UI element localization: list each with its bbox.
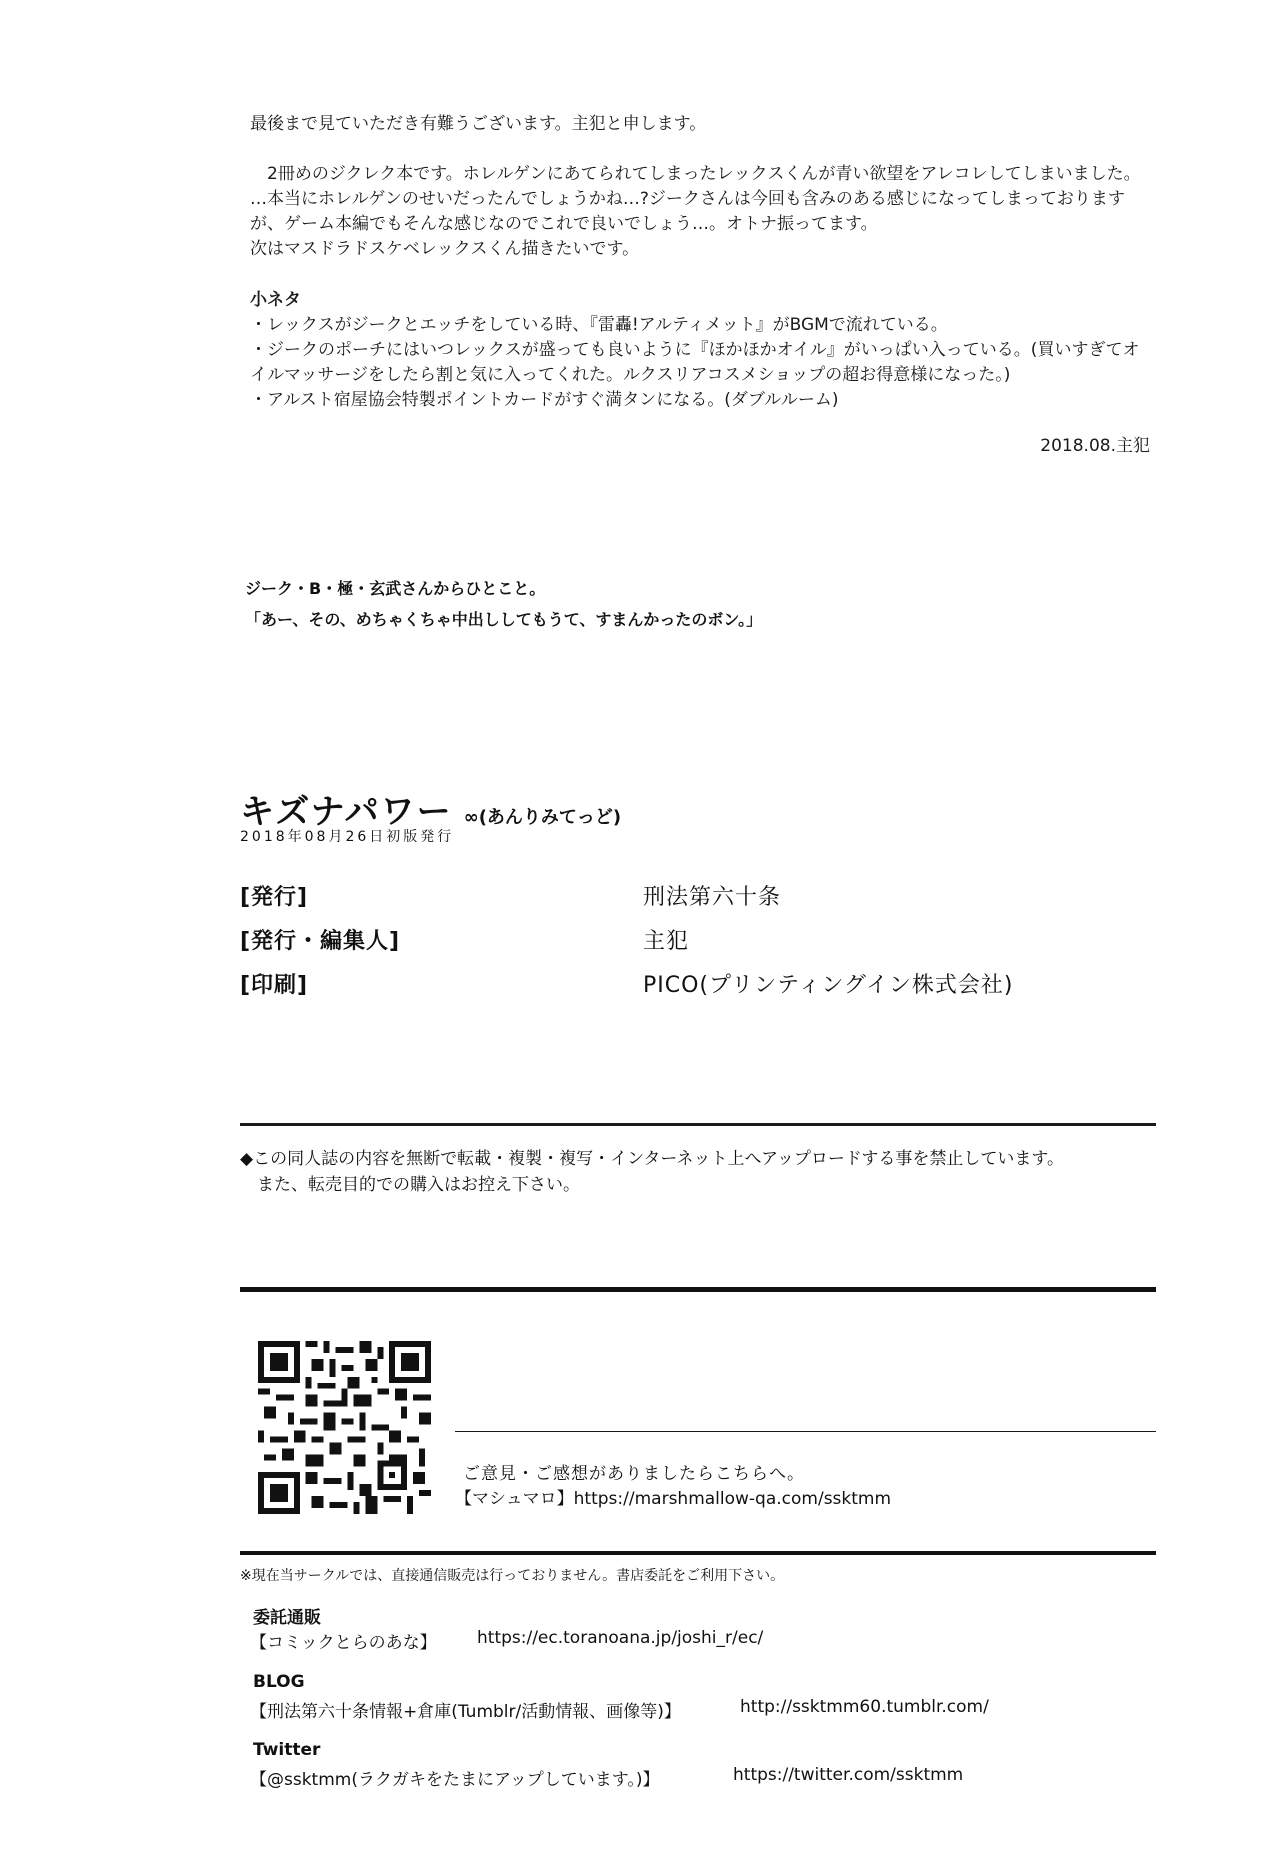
afterword-line1: 最後まで見ていただき有難うございます。主犯と申します。 xyxy=(250,114,707,134)
colophon-value-editor: 主犯 xyxy=(643,929,690,954)
comment-title: ジーク・B・極・玄武さんからひとこと。 xyxy=(245,579,546,598)
twitter-link[interactable]: https://twitter.com/ssktmm xyxy=(733,1765,964,1785)
feedback-line1: ご意見・ご感想がありましたらこちらへ。 xyxy=(463,1464,805,1484)
feedback-divider xyxy=(455,1431,1156,1432)
notice-line1: ◆この同人誌の内容を無断で転載・複製・複写・インターネット上へアップロードする事を禁止しています。 xyxy=(240,1149,1064,1169)
footer-note: ※現在当サークルでは、直接通信販売は行っておりません。書店委託をご利用下さい。 xyxy=(240,1568,785,1584)
afterword-signature: 2018.08.主犯 xyxy=(1040,436,1150,456)
colophon-value-publisher: 刑法第六十条 xyxy=(643,885,782,910)
comment-quote: 「あー、その、めちゃくちゃ中出ししてもうて、すまんかったのボン。」 xyxy=(245,610,763,629)
book-title: キズナパワー xyxy=(240,792,453,832)
divider-1 xyxy=(240,1123,1156,1126)
feedback-link[interactable]: 【マシュマロ】https://marshmallow-qa.com/ssktmm xyxy=(455,1489,892,1509)
koneta-item-3: イルマッサージをしたら割と気に入ってくれた。ルクスリアコスメショップの超お得意様になった。) xyxy=(250,365,1011,385)
colophon-label-printer: [印刷] xyxy=(240,973,309,998)
tumblr-link[interactable]: http://ssktmm60.tumblr.com/ xyxy=(740,1697,989,1717)
footer-section-title-consign: 委託通販 xyxy=(253,1608,321,1628)
footer-section-title-twitter: Twitter xyxy=(253,1740,321,1760)
qr-code-icon xyxy=(258,1341,431,1514)
footer-section-title-blog: BLOG xyxy=(253,1672,305,1692)
divider-2 xyxy=(240,1287,1156,1292)
toranoana-link[interactable]: https://ec.toranoana.jp/joshi_r/ec/ xyxy=(477,1628,764,1648)
colophon-label-editor: [発行・編集人] xyxy=(240,929,401,954)
afterword-para2-l3: が、ゲーム本編でもそんな感じなのでこれで良いでしょう…。オトナ振ってます。 xyxy=(250,214,878,234)
footer-section-label-consign: 【コミックとらのあな】 xyxy=(250,1633,437,1653)
koneta-item-2: ・ジークのポーチにはいつレックスが盛っても良いように『ほかほかオイル』がいっぱい入っている。(買いすぎてオ xyxy=(250,340,1140,360)
afterword-para2-l2: …本当にホレルゲンのせいだったんでしょうかね…?ジークさんは今回も含みのある感じになってしまっております xyxy=(250,189,1125,209)
footer-section-label-blog: 【刑法第六十条情報+倉庫(Tumblr/活動情報、画像等)】 xyxy=(250,1702,681,1722)
afterword-para2-l4: 次はマスドラドスケベレックスくん描きたいです。 xyxy=(250,239,640,259)
koneta-title: 小ネタ xyxy=(250,290,301,310)
koneta-item-4: ・アルスト宿屋協会特製ポイントカードがすぐ満タンになる。(ダブルルーム) xyxy=(250,390,839,410)
colophon-value-printer: PICO(プリンティングイン株式会社) xyxy=(643,973,1014,998)
afterword-para2-l1: 2冊めのジクレク本です。ホレルゲンにあてられてしまったレックスくんが青い欲望をアレコレしてしまいました。 xyxy=(250,164,1141,184)
colophon-label-publisher: [発行] xyxy=(240,885,309,910)
koneta-item-1: ・レックスがジークとエッチをしている時、『雷轟!アルティメット』がBGMで流れている。 xyxy=(250,315,948,335)
publish-date: 2018年08月26日初版発行 xyxy=(240,829,455,845)
book-subtitle: ∞(あんりみてっど) xyxy=(463,807,622,828)
divider-3 xyxy=(240,1551,1156,1555)
footer-section-label-twitter: 【@ssktmm(ラクガキをたまにアップしています。)】 xyxy=(250,1770,660,1790)
notice-line2: また、転売目的での購入はお控え下さい。 xyxy=(240,1175,580,1195)
